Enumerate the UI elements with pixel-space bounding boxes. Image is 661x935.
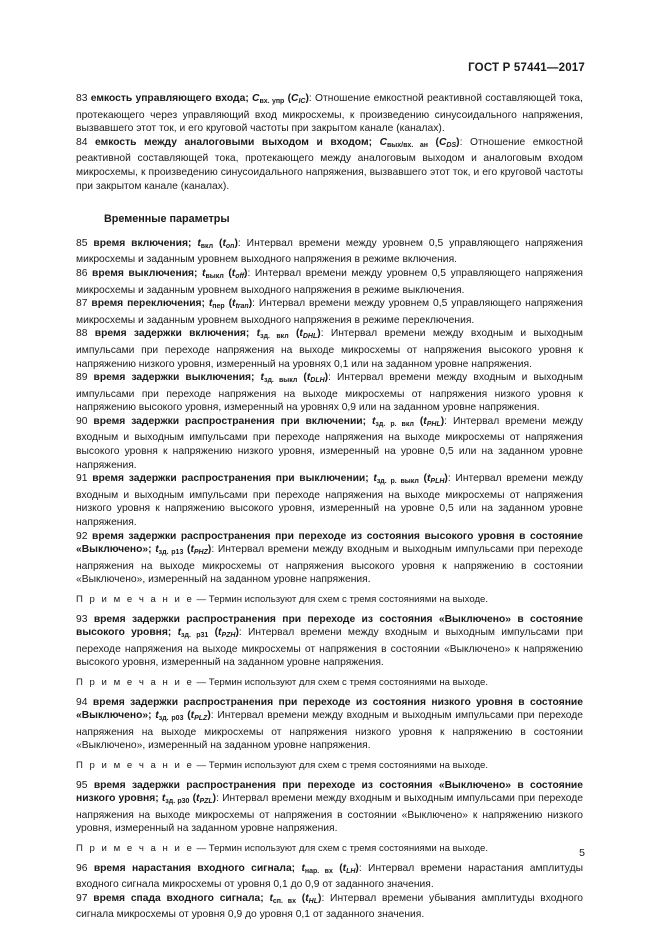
term-entry: 97 время спада входного сигнала; $t_{сп. вх}$ (tHL): Интервал времени убывания амплитуды входного сигнала микросхемы от уровня 0,9 до уровня 0,1 от заданного значения. <box>76 892 583 921</box>
symbol-alt: t <box>222 237 226 249</box>
term-definition: : Интервал времени между уровнем 0,5 управляющего напряжения микросхемы и заданным уровнем выходного напряжения в режиме переключения. <box>76 298 583 326</box>
symbol-alt: t <box>426 473 431 485</box>
term-name: время задержки распространения при выключении; <box>92 473 369 485</box>
term-name: время задержки распространения при переходе из состояния высокого уровня в состояние «Выключено»; <box>76 530 583 556</box>
note-label: П р и м е ч а н и е <box>76 759 194 771</box>
symbol-alt: t <box>423 415 427 427</box>
term-name: время выключения; <box>92 267 198 279</box>
term-definition: : Интервал времени между входным и выходным импульсами при переходе напряжения на выходе микросхемы от напряжения низкого уровня к напряжению высокого уровня, измеренный на уровнях 0,9 или на заданном уровне напряжения. <box>76 372 583 414</box>
term-name: время задержки распространения при переходе из состояния «Выключено» в состояние низкого уровня; <box>76 779 583 805</box>
symbol-alt-sub: PHL <box>426 420 441 428</box>
symbol: t <box>208 298 213 310</box>
symbol-sub: зд. р. выкл <box>376 478 419 486</box>
symbol: t <box>371 415 376 427</box>
symbol-alt: C <box>291 93 299 104</box>
symbol-alt-sub: DS <box>446 141 457 149</box>
term-definition: : Интервал времени убывания амплитуды входного сигнала микросхемы от уровня 0,9 до уровня 0,1 от заданного значения. <box>76 892 583 921</box>
symbol-alt: t <box>305 892 309 904</box>
symbol-alt-sub: PLH <box>430 478 445 486</box>
term-name: время переключения; <box>91 298 205 310</box>
term-number: 92 <box>76 530 88 542</box>
symbol-sub: сп. вх <box>272 897 297 905</box>
note-text: — Термин используют для схем с тремя состояниями на выходе. <box>196 759 489 771</box>
symbol: C <box>252 93 260 104</box>
term-name: время задержки распространения при переходе из состояния низкого уровня в состояние «Выключено»; <box>76 696 583 722</box>
term-name: время задержки распространения при включении; <box>93 415 367 427</box>
symbol: C <box>379 136 387 148</box>
page-number: 5 <box>579 847 585 859</box>
term-number: 84 <box>76 136 88 148</box>
note-text: — Термин используют для схем с тремя состояниями на выходе. <box>196 594 489 605</box>
symbol-sub: зд. р. вкл <box>375 420 414 428</box>
term-definition: : Интервал времени между уровнем 0,5 управляющего напряжения микросхемы и заданным уровнем выходного напряжения в режиме включения. <box>76 237 583 266</box>
standard-header: ГОСТ Р 57441—2017 <box>468 62 585 74</box>
term-definition: : Интервал времени между входным и выходным импульсами при переходе напряжения на выходе микросхемы от напряжения в состоянии «Выключено» к напряжению низкого уровня, измеренный на заданном уровне напряжения. <box>76 793 583 835</box>
term-definition: : Интервал времени между входным и выходным импульсами при переходе напряжения на выходе микросхемы от напряжения высокого уровня к напряжению низкого уровня, измеренный на уровнях 0,1 или на заданном уровне напряжения. <box>76 328 583 370</box>
symbol-alt: t <box>306 372 311 384</box>
term-name: время нарастания входного сигнала; <box>93 862 296 874</box>
symbol: t <box>301 862 305 874</box>
term-name: время задержки распространения при переходе из состояния «Выключено» в состояние высокого уровня; <box>76 613 583 639</box>
symbol-sub: пер <box>212 303 225 311</box>
symbol-alt-sub: off <box>235 272 245 280</box>
symbol-sub: зд. р13 <box>158 549 184 557</box>
term-definition: : Интервал времени между входным и выходным импульсами при переходе напряжения на выходе микросхемы от напряжения высокого уровня к напряжению низкого уровня, измеренный на уровне 0,5 или на заданном уровне напряжения. <box>76 415 583 471</box>
note <box>76 842 583 856</box>
symbol-alt: t <box>190 544 194 556</box>
symbol: t <box>155 710 159 722</box>
term-entry: 84 емкость между аналоговыми выходом и входом; $C_{вых/вх. ан}$ (CDS): Отношение емкостной реактивной составляющей тока, протекающего между аналоговым выходом и аналоговым входом микросхемы, к произведению синусоидального напряжения, вызвавшего этот ток, и его круговой частоты при закрытом канале (каналах). <box>76 136 583 192</box>
symbol-sub: вых/вх. ан <box>387 141 428 149</box>
term-definition: : Интервал времени нарастания амплитуды входного сигнала микросхемы от уровня 0,1 до 0,9 от заданного значения. <box>76 862 583 891</box>
note <box>76 593 583 607</box>
term-entry: 90 время задержки распространения при включении; $t_{зд. р. вкл}$ (tPHL): Интервал времени между входным и выходным импульсами при переходе напряжения на выходе микросхемы от напряжения высокого уровня к напряжению низкого уровня, измеренный на уровне 0,5 или на заданном уровне напряжения. <box>76 415 583 471</box>
symbol-sub: вкл <box>200 242 214 250</box>
symbol: t <box>256 328 261 340</box>
section-title: Временные параметры <box>104 213 230 226</box>
note-label: П р и м е ч а н и е <box>76 842 194 854</box>
term-entry: 91 время задержки распространения при выключении; $t_{зд. р. выкл}$ (tPLH): Интервал времени между входным и выходным импульсами при переходе напряжения на выходе микросхемы от напряжения низкого уровня к напряжению высокого уровня, измеренный на уровне 0,5 или на заданном уровне напряжения. <box>76 473 583 529</box>
symbol-sub: зд. р30 <box>165 798 190 806</box>
note-text: — Термин используют для схем с тремя состояниями на выходе. <box>196 676 489 688</box>
symbol-alt: t <box>299 328 303 340</box>
term-entry: 95 время задержки распространения при переходе из состояния «Выключено» в состояние низкого уровня; $t_{зд. р30}$ (tPZL): Интервал времени между входным и выходным импульсами при переходе напряжения на выходе микросхемы от напряжения в состоянии «Выключено» к напряжению низкого уровня, измеренный на заданном уровне напряжения. <box>76 779 583 835</box>
term-number: 88 <box>76 328 88 340</box>
term-definition: : Отношение емкостной реактивной составляющей тока, протекающего через управляющий вход микросхемы, к произведению синусоидального напряжения, вызвавшего этот ток, и его круговой частоты при закрытом канале (каналах). <box>76 93 583 135</box>
symbol: t <box>161 793 166 805</box>
note-label: П р и м е ч а н и е <box>76 594 194 605</box>
term-entry: 93 время задержки распространения при переходе из состояния «Выключено» в состояние высокого уровня; $t_{зд. р31}$ (tPZH): Интервал времени между входным и выходным импульсами при переходе напряжения на выходе микросхемы от напряжения в состоянии «Выключено» к напряжению высокого уровня, измеренный на заданном уровне напряжения. <box>76 613 583 669</box>
symbol-alt-sub: DHL <box>302 333 318 341</box>
symbol-alt-sub: HL <box>308 897 318 905</box>
term-number: 97 <box>76 892 88 904</box>
symbol-alt-sub: LH <box>346 867 356 875</box>
term-definition: : Интервал времени между входным и выходным импульсами при переходе напряжения на выходе микросхемы от напряжения в состоянии «Выключено» к напряжению высокого уровня, измеренный на заданном уровне напряжения. <box>76 627 583 669</box>
term-entry: 89 время задержки выключения; $t_{зд. выкл}$ (tDLH): Интервал времени между входным и выходным импульсами при переходе напряжения на выходе микросхемы от напряжения низкого уровня к напряжению высокого уровня, измеренный на уровнях 0,9 или на заданном уровне напряжения. <box>76 372 583 414</box>
symbol-sub: выкл <box>205 272 224 280</box>
note <box>76 676 583 690</box>
term-name: время спада входного сигнала; <box>93 892 264 904</box>
symbol-alt-sub: DLH <box>310 377 325 385</box>
term-name: время включения; <box>93 237 192 249</box>
term-number: 87 <box>76 298 88 310</box>
term-name: емкость управляющего входа; <box>90 93 249 104</box>
symbol: t <box>202 267 206 279</box>
symbol-alt: t <box>190 710 195 722</box>
term-number: 86 <box>76 267 88 279</box>
symbol: t <box>155 544 159 556</box>
term-entry: 96 время нарастания входного сигнала; $t_{нар. вх}$ (tLH): Интервал времени нарастания амплитуды входного сигнала микросхемы от уровня 0,1 до 0,9 от заданного значения. <box>76 862 583 891</box>
term-entry: 87 время переключения; $t_{пер}$ (ttran): Интервал времени между уровнем 0,5 управляющего напряжения микросхемы и заданным уровнем выходного напряжения в режиме переключения. <box>76 298 583 326</box>
term-name: время задержки включения; <box>94 328 250 340</box>
symbol-alt: t <box>218 627 222 639</box>
symbol-alt-sub: PZL <box>199 798 213 806</box>
term-entry: 88 время задержки включения; $t_{зд. вкл}$ (tDHL): Интервал времени между входным и выходным импульсами при переходе напряжения на выходе микросхемы от напряжения высокого уровня к напряжению низкого уровня, измеренный на уровнях 0,1 или на заданном уровне напряжения. <box>76 328 583 370</box>
symbol-alt: C <box>438 136 447 148</box>
symbol-sub: зд. р31 <box>181 632 209 640</box>
symbol-alt: t <box>231 267 236 279</box>
term-definition: : Отношение емкостной реактивной составляющей тока, протекающего между аналоговым выходом и аналоговым входом микросхемы, к произведению синусоидального напряжения, вызвавшего этот ток, и его круговой частоты при закрытом канале (каналах). <box>76 136 583 192</box>
term-definition: : Интервал времени между уровнем 0,5 управляющего напряжения микросхемы и заданным уровнем выходного напряжения в режиме выключения. <box>76 267 583 296</box>
note-label: П р и м е ч а н и е <box>76 676 194 688</box>
term-definition: : Интервал времени между входным и выходным импульсами при переходе напряжения на выходе микросхемы от напряжения низкого уровня к напряжению в состоянии «Выключено», измеренный на заданном уровне напряжения. <box>76 710 583 752</box>
term-number: 91 <box>76 473 88 485</box>
symbol-sub: нар. вх <box>304 867 333 875</box>
term-entry: 85 время включения; $t_{вкл}$ (ton): Интервал времени между уровнем 0,5 управляющего напряжения микросхемы и заданным уровнем выходного напряжения в режиме включения. <box>76 237 583 266</box>
term-number: 96 <box>76 862 88 874</box>
term-number: 85 <box>76 237 88 249</box>
term-entry: 92 время задержки распространения при переходе из состояния высокого уровня в состояние «Выключено»; $t_{зд. р13}$ (tPHZ): Интервал времени между входным и выходным импульсами при переходе напряжения на выходе микросхемы от напряжения высокого уровня к напряжению в состоянии «Выключено», измеренный на заданном уровне напряжения. <box>76 530 583 586</box>
symbol-alt-sub: on <box>225 242 235 250</box>
symbol: t <box>177 627 182 639</box>
term-name: емкость между аналоговыми выходом и входом; <box>95 136 373 148</box>
symbol-alt-sub: PHZ <box>193 549 208 557</box>
term-number: 93 <box>76 613 88 625</box>
symbol-sub: вх. упр <box>259 98 285 105</box>
symbol: t <box>269 892 273 904</box>
term-entry: 86 время выключения; $t_{выкл}$ (toff): Интервал времени между уровнем 0,5 управляющего напряжения микросхемы и заданным уровнем выходного напряжения в режиме выключения. <box>76 267 583 296</box>
symbol-sub: зд. вкл <box>260 333 289 341</box>
term-name: время задержки выключения; <box>93 372 255 384</box>
term-number: 90 <box>76 415 88 427</box>
term-entry: 94 время задержки распространения при переходе из состояния низкого уровня в состояние «Выключено»; $t_{зд. р03}$ (tPLZ): Интервал времени между входным и выходным импульсами при переходе напряжения на выходе микросхемы от напряжения низкого уровня к напряжению в состоянии «Выключено», измеренный на заданном уровне напряжения. <box>76 696 583 752</box>
symbol-sub: зд. р03 <box>158 715 184 723</box>
symbol-alt-sub: PZH <box>221 632 236 640</box>
term-number: 94 <box>76 696 88 708</box>
symbol-sub: зд. выкл <box>263 377 298 385</box>
term-number: 83 <box>76 93 88 104</box>
symbol-alt-sub: IC <box>298 98 306 105</box>
symbol-alt: t <box>342 862 347 874</box>
term-definition: : Интервал времени между входным и выходным импульсами при переходе напряжения на выходе микросхемы от напряжения низкого уровня к напряжению высокого уровня, измеренный на уровне 0,5 или на заданном уровне напряжения. <box>76 473 583 529</box>
symbol-alt-sub: PLZ <box>194 715 208 723</box>
term-number: 95 <box>76 779 88 791</box>
note-text: — Термин используют для схем с тремя состояниями на выходе. <box>196 842 489 854</box>
document-body <box>76 92 583 922</box>
term-number: 89 <box>76 372 88 384</box>
symbol: t <box>197 237 201 249</box>
symbol-alt: t <box>232 298 236 310</box>
term-entry: 83 емкость управляющего входа; $C_{вх. упр}$ (CIC): Отношение емкостной реактивной составляющей тока, протекающего через управляющий вход микросхемы, к произведению синусоидального напряжения, вызвавшего этот ток, и его круговой частоты при закрытом канале (каналах). <box>76 93 583 135</box>
symbol-alt: t <box>196 793 200 805</box>
symbol-alt-sub: tran <box>235 303 249 311</box>
term-definition: : Интервал времени между входным и выходным импульсами при переходе напряжения на выходе микросхемы от напряжения высокого уровня к напряжению в состоянии «Выключено», измеренный на заданном уровне напряжения. <box>76 544 583 586</box>
note <box>76 759 583 773</box>
symbol: t <box>373 473 377 485</box>
symbol: t <box>260 372 264 384</box>
